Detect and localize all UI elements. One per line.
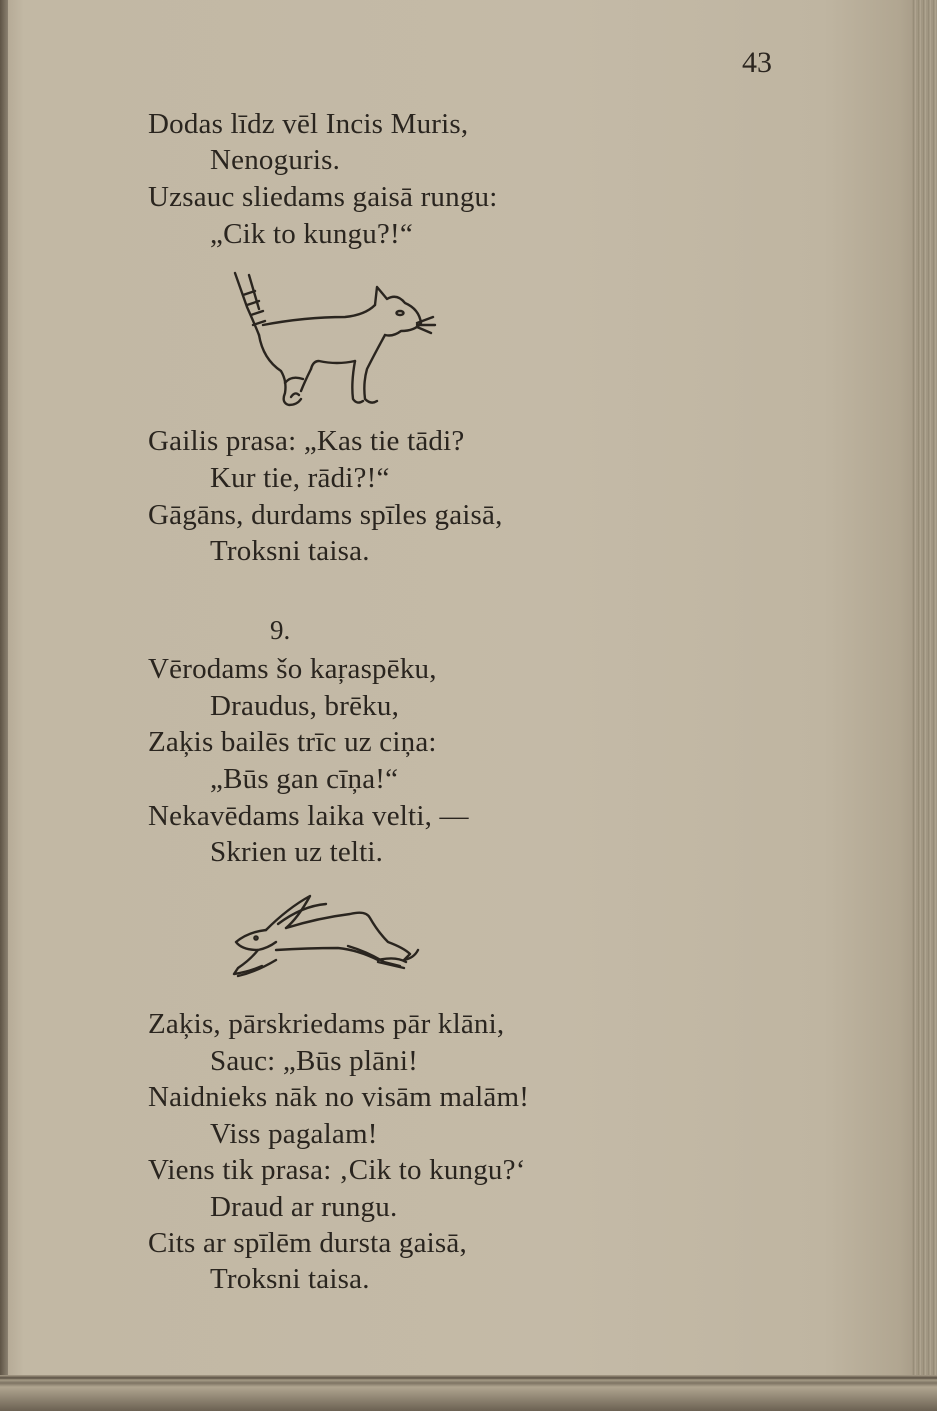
- poem-line: Viss pagalam!: [210, 1118, 378, 1150]
- page-bottom-edge: [0, 1375, 937, 1411]
- poem-line: Draud ar rungu.: [210, 1191, 398, 1223]
- poem-line: Nekavēdams laika velti, —: [148, 800, 469, 832]
- poem-line: Viens tik prasa: ‚Cik to kungu?‘: [148, 1154, 526, 1186]
- poem-line: Uzsauc sliedams gaisā rungu:: [148, 181, 498, 213]
- poem-line: Nenoguris.: [210, 144, 341, 176]
- poem-line: Gāgāns, durdams spīles gaisā,: [148, 499, 503, 531]
- poem-line: Cits ar spīlēm dursta gaisā,: [148, 1227, 467, 1259]
- poem-line: Troksni taisa.: [210, 535, 370, 567]
- poem-line: „Būs gan cīņa!“: [210, 763, 399, 795]
- poem-line: Dodas līdz vēl Incis Muris,: [148, 108, 469, 140]
- poem-line: Kur tie, rādi?!“: [210, 462, 390, 494]
- cat-illustration: [225, 265, 445, 415]
- poem-line: Gailis prasa: „Kas tie tādi?: [148, 425, 465, 457]
- poem-line: Draudus, brēku,: [210, 690, 400, 722]
- hare-illustration: [228, 888, 428, 988]
- stanza-number: 9.: [270, 615, 291, 645]
- page-gutter-shadow: [0, 0, 8, 1411]
- poem-line: Vērodams šo kaŗaspēku,: [148, 653, 437, 685]
- poem-line: Zaķis, pārskriedams pār klāni,: [148, 1008, 505, 1040]
- poem-line: Zaķis bailēs trīc uz ciņa:: [148, 726, 437, 758]
- poem-line: Skrien uz telti.: [210, 836, 384, 868]
- poem-line: Sauc: „Būs plāni!: [210, 1045, 418, 1077]
- poem-line: Troksni taisa.: [210, 1263, 370, 1295]
- page-number: 43: [742, 46, 772, 79]
- poem-line: Naidnieks nāk no visām malām!: [148, 1081, 530, 1113]
- page-edge-stack: [912, 0, 937, 1411]
- poem-line: „Cik to kungu?!“: [210, 218, 413, 250]
